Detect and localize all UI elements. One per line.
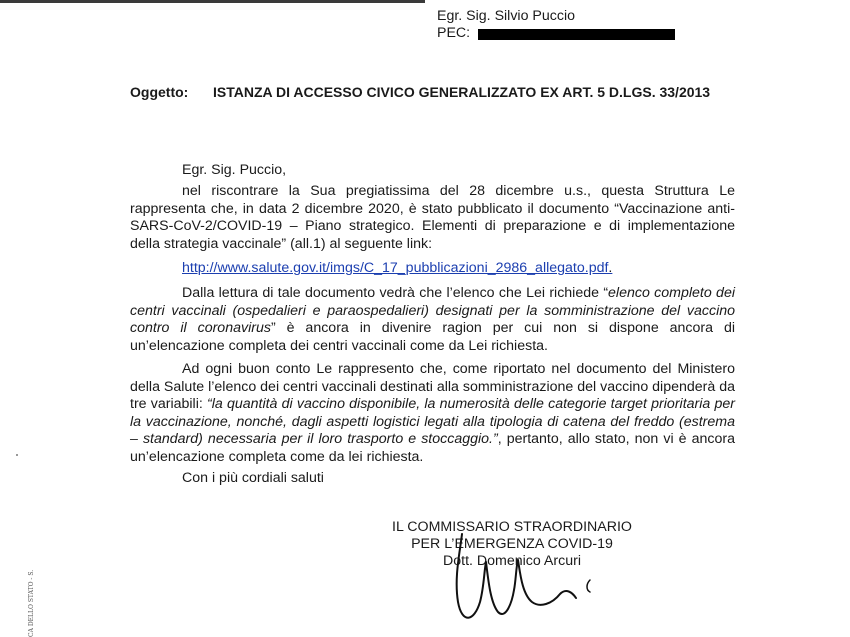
letter-closing: Con i più cordiali saluti [182,470,324,486]
document-link-row [182,260,612,278]
handwritten-signature [440,532,600,632]
scan-speck [16,454,18,456]
paragraph-2 [130,285,735,355]
subject-label: Oggetto: [130,84,189,100]
paragraph-3-quote: “la quantità di vaccino disponibile, la numerosità delle categorie target prioritaria per la vaccinazione, nonché, dagli aspetti logistici legati alla tipologia di catena del freddo (estrema – standard) necessaria per il loro trasporto e stoccaggio.” [130,396,735,447]
paragraph-2-start: Dalla lettura di tale documento vedrà che l’elenco che Lei richiede “ [182,285,609,301]
paragraph-1 [130,183,735,253]
paragraph-1-text: nel riscontrare la Sua pregiatissima del 28 dicembre u.s., questa Struttura Le rappresenta che, in data 2 dicembre 2020, è stato pubblicato il documento “Vaccinazione anti-SARS-CoV-2/COVID-19 – Piano strategico. Elementi di preparazione e di implementazione della strategia vaccinale” (all.1) al seguente link: [130,183,735,252]
document-link[interactable]: http://www.salute.gov.it/imgs/C_17_pubblicazioni_2986_allegato.pdf [182,260,609,276]
paragraph-3 [130,361,735,466]
signatory-name: Dott. Domenico Arcuri [443,553,581,569]
paragraph-2-quote: elenco completo dei centri vaccinali (ospedalieri e paraospedalieri) designati per la somministrazione del vaccino contro il coronavirus [130,285,735,336]
signature-subtitle: PER L’EMERGENZA COVID-19 [411,536,613,552]
recipient-pec-row [437,25,675,42]
letter-greeting: Egr. Sig. Puccio, [182,162,287,178]
subject-line [130,84,710,100]
page-top-rule [0,0,425,3]
redaction-bar [478,29,675,40]
subject-text: ISTANZA DI ACCESSO CIVICO GENERALIZZATO EX ART. 5 D.LGS. 33/2013 [213,84,711,100]
recipient-block [437,8,675,42]
paragraph-3-start: Ad ogni buon conto Le rappresento che, come riportato nel documento del Ministero della Salute l’elenco dei centri vaccinali destinati alla somministrazione del vaccino dipenderà da tre variabili: [130,361,735,412]
margin-note: CA DELLO STATO - S. [28,569,35,637]
recipient-name: Egr. Sig. Silvio Puccio [437,8,575,24]
link-period: . [608,260,613,276]
signature-title: IL COMMISSARIO STRAORDINARIO [392,519,632,535]
pec-label: PEC: [437,25,471,41]
paragraph-2-end: ” è ancora in divenire ragion per cui non si dispone ancora di un’elencazione completa dei centri vaccinali come da Lei richiesta. [130,320,735,354]
paragraph-3-end: , pertanto, allo stato, non vi è ancora un’elencazione completa come da lei richiesta. [130,431,735,465]
